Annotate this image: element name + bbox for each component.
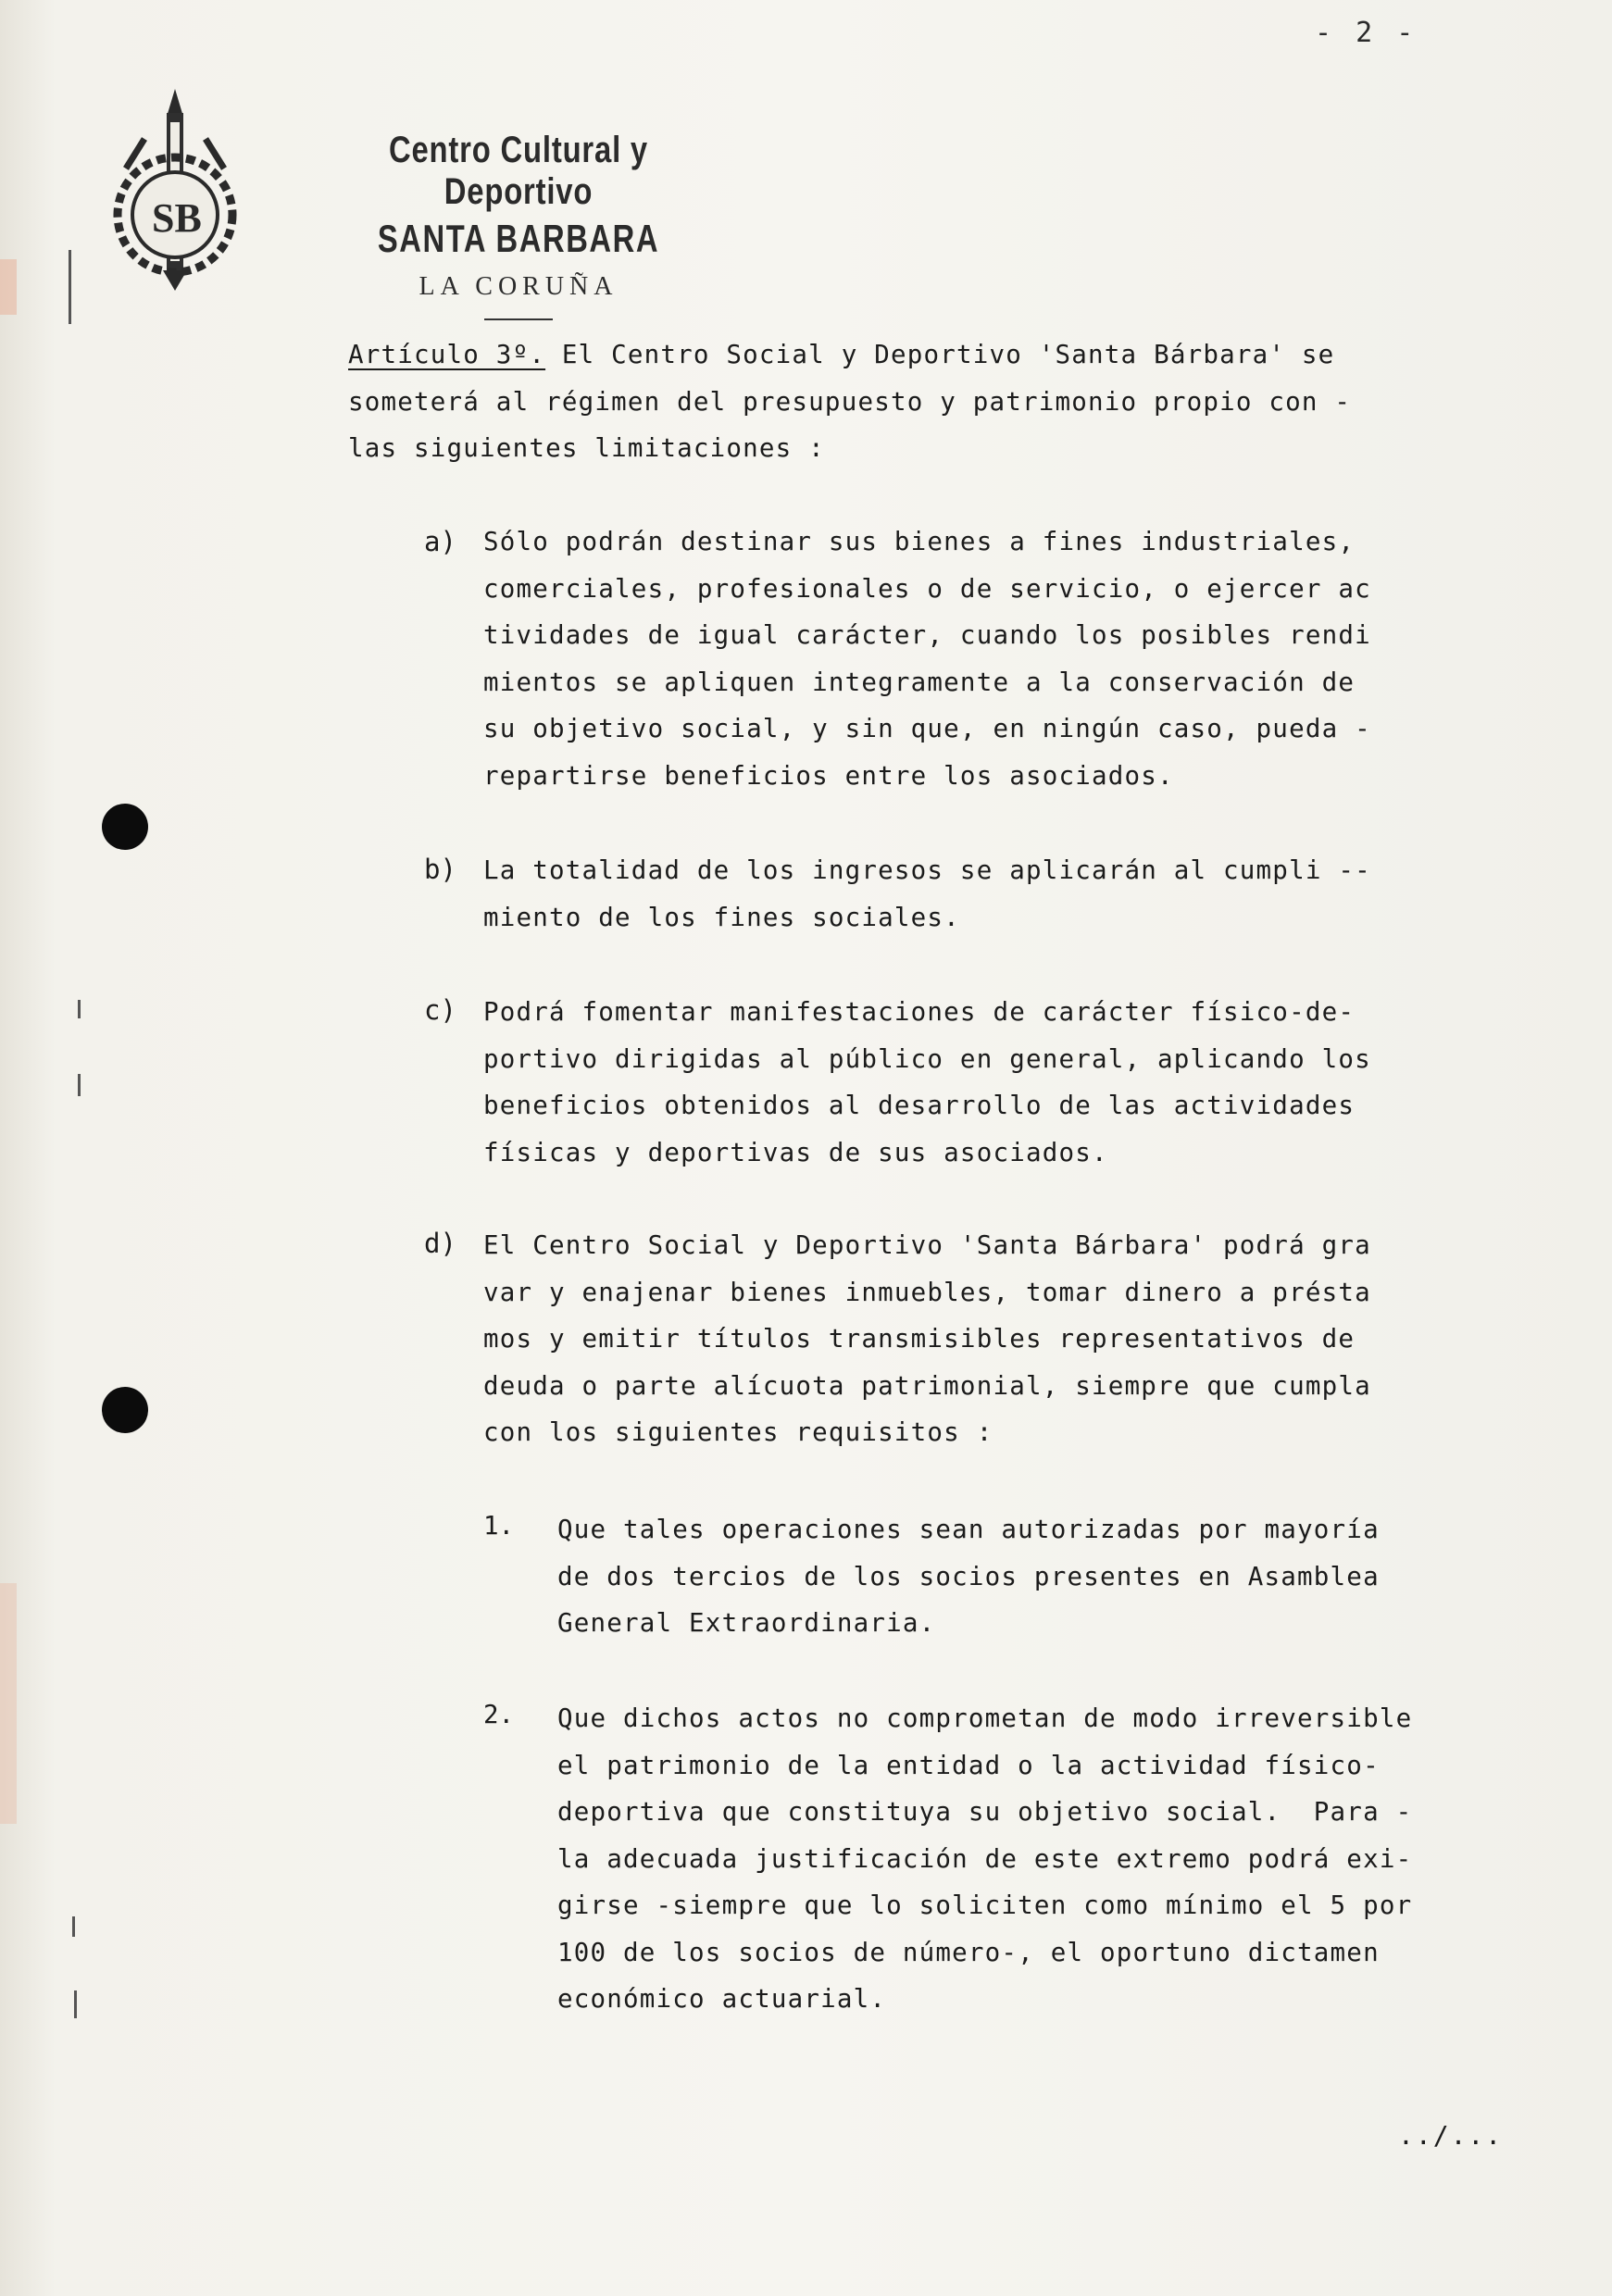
- requirement-marker: 2.: [483, 1700, 515, 1729]
- punch-hole: [102, 1387, 148, 1433]
- logo-initials: SB: [152, 195, 202, 241]
- club-city: LA CORUÑA: [419, 272, 619, 301]
- edge-stain: [0, 259, 17, 315]
- article-line: las siguientes limitaciones :: [348, 433, 825, 463]
- margin-mark: [78, 1074, 81, 1096]
- item-marker: a): [424, 526, 456, 557]
- margin-mark: [78, 1000, 81, 1018]
- item-marker: c): [424, 994, 456, 1026]
- punch-hole: [102, 804, 148, 850]
- article-line: El Centro Social y Deportivo 'Santa Bárbara' se: [545, 340, 1335, 369]
- margin-mark: [72, 1916, 75, 1937]
- requirement-2-text: Que dichos actos no comprometan de modo irreversible el patrimonio de la entidad o la actividad físico- deportiva que constituya su objetivo social. Para - la adecuada justificación de este extremo podrá exi- girse -siempre que lo soliciten como mínimo el 5 por 100 de los socios de número-, el oportuno dictamen económico actuarial.: [557, 1703, 1413, 2014]
- club-name: SANTA BARBARA: [377, 217, 660, 260]
- organization-name: Centro Cultural y Deportivo: [388, 130, 649, 212]
- item-d-text: El Centro Social y Deportivo 'Santa Bárbara' podrá gra var y enajenar bienes inmuebles, tomar dinero a présta mos y emitir títulos transmisibles representativos de deuda o parte alícuota patrimonial, siempre que cumpla con los siguientes requisitos :: [483, 1230, 1371, 1447]
- requirement-1-text: Que tales operaciones sean autorizadas por mayoría de dos tercios de los socios presentes en Asamblea General Extraordinaria.: [557, 1515, 1380, 1638]
- requirement-marker: 1.: [483, 1511, 515, 1541]
- page-number: - 2 -: [1315, 17, 1418, 49]
- letterhead: [269, 130, 769, 320]
- article-title: Artículo 3º.: [348, 340, 546, 369]
- continuation-mark: ../...: [1398, 2120, 1504, 2151]
- item-a-text: Sólo podrán destinar sus bienes a fines industriales, comerciales, profesionales o de servicio, o ejercer ac tividades de igual carácter, cuando los posibles rendi mientos se apliquen integramente a la conservación de su objetivo social, y sin que, en ningún caso, pueda - repartirse beneficios entre los asociados.: [483, 527, 1371, 791]
- article-line: someterá al régimen del presupuesto y patrimonio propio con -: [348, 386, 1352, 417]
- letterhead-divider: [484, 318, 553, 320]
- article-intro: [348, 331, 1351, 472]
- margin-mark: [74, 1990, 77, 2018]
- item-b-text: La totalidad de los ingresos se aplicarán al cumpli -- miento de los fines sociales.: [483, 855, 1371, 932]
- club-emblem-icon: [107, 85, 243, 298]
- item-c-text: Podrá fomentar manifestaciones de carácter físico-de- portivo dirigidas al público en general, aplicando los beneficios obtenidos al desarrollo de las actividades físicas y deportivas de sus asociados.: [483, 997, 1371, 1167]
- item-marker: d): [424, 1228, 456, 1259]
- edge-stain: [0, 1583, 17, 1824]
- margin-mark: [69, 250, 71, 324]
- item-marker: b): [424, 854, 456, 885]
